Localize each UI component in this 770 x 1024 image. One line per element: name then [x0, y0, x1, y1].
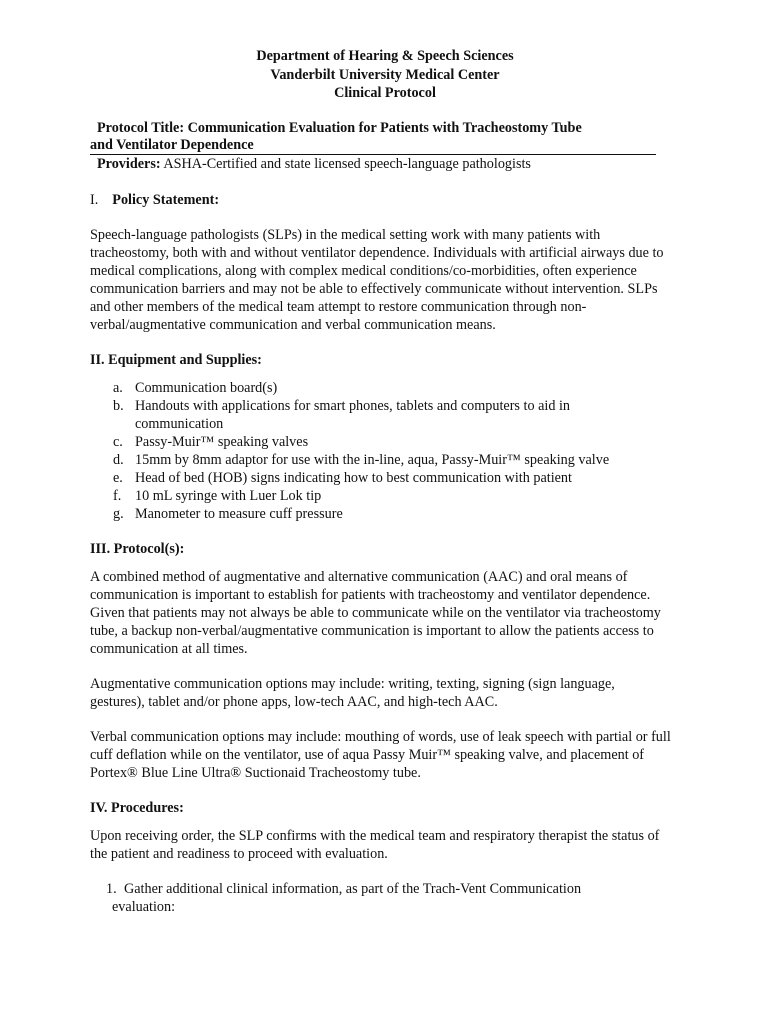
protocol-title-block: [90, 119, 656, 174]
section-1-heading: [90, 191, 690, 209]
department-name: Department of Hearing & Speech Sciences: [256, 48, 514, 64]
list-item: d. 15mm by 8mm adaptor for use with the in-line, aqua, Passy-Muir™ speaking valve: [113, 452, 610, 468]
step-number: 1.: [106, 881, 117, 897]
section-1-title: Policy Statement:: [112, 192, 220, 208]
equipment-list: [113, 379, 673, 523]
document-type: Clinical Protocol: [334, 85, 436, 101]
list-item: a. Communication board(s): [113, 380, 278, 396]
list-item: c. Passy-Muir™ speaking valves: [113, 434, 309, 450]
procedures-intro: Upon receiving order, the SLP confirms with the medical team and respiratory therapist the status of the patient and readiness to proceed with evaluation.: [90, 828, 660, 862]
protocol-paragraph-1: A combined method of augmentative and alternative communication (AAC) and oral means of communication is important to establish for patients with tracheostomy and ventilator dependence. Given that patients may not always be able to communicate while on the ventilator via tracheostomy tube, a backup non-verbal/augmentative communication is important to allow the patients access to communication at all times.: [90, 569, 661, 657]
list-item: e. Head of bed (HOB) signs indicating how to best communication with patient: [113, 470, 572, 486]
section-4-heading: IV. Procedures:: [90, 800, 184, 816]
protocol-title-line1: Protocol Title: Communication Evaluation for Patients with Tracheostomy Tube: [97, 120, 582, 136]
step-text: Gather additional clinical information, as part of the Trach-Vent Communication evaluation:: [112, 881, 582, 915]
document-header: [0, 47, 770, 103]
protocol-title-line2: and Ventilator Dependence: [90, 137, 656, 155]
providers-text: ASHA-Certified and state licensed speech-language pathologists: [160, 155, 531, 172]
protocol-paragraph-3: Verbal communication options may include: mouthing of words, use of leak speech with partial or full cuff deflation while on the ventilator, use of aqua Passy Muir™ speaking valve, and placement of Portex® Blue Line Ultra® Suctionaid Tracheostomy tube.: [90, 729, 671, 781]
institution-name: Vanderbilt University Medical Center: [270, 66, 500, 83]
section-3-heading: III. Protocol(s):: [90, 541, 185, 557]
section-1-numeral: I.: [90, 192, 99, 208]
providers-line: [90, 155, 656, 174]
protocol-paragraph-2: Augmentative communication options may include: writing, texting, signing (sign language, gestures), tablet and/or phone apps, low-tech AAC, and high-tech AAC.: [90, 676, 615, 710]
section-2-heading: II. Equipment and Supplies:: [90, 352, 262, 368]
list-item: b. Handouts with applications for smart phones, tablets and computers to aid in communication: [113, 398, 570, 432]
list-item: g. Manometer to measure cuff pressure: [113, 506, 343, 522]
list-item: f. 10 mL syringe with Luer Lok tip: [113, 488, 322, 504]
providers-label: Providers:: [97, 155, 161, 172]
policy-statement-paragraph: Speech-language pathologists (SLPs) in the medical setting work with many patients with tracheostomy, both with and without ventilator dependence. Individuals with artificial airways due to medical complications, along with complex medical conditions/co-morbidities, often experience communication barriers and may not be able to effectively communicate without intervention. SLPs and other members of the medical team attempt to restore communication through non-verbal/augmentative communication and verbal communication means.: [90, 227, 664, 333]
procedure-step-1: [106, 880, 632, 916]
